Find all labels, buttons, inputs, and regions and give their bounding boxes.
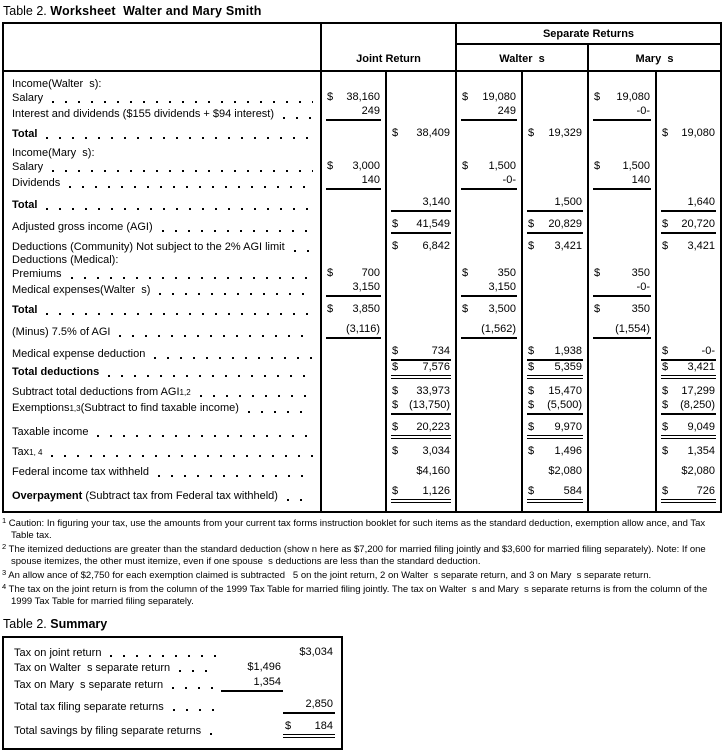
row-label-text: Subtract total deductions from AGI (12, 386, 180, 398)
value-cell (385, 240, 455, 254)
value-cell (385, 445, 455, 459)
value-cell (655, 465, 720, 479)
table-row (4, 160, 720, 174)
value-cell (655, 399, 720, 415)
value-cell (655, 345, 720, 361)
amount: $ 15,470 (528, 385, 582, 397)
amount: $ 3,421 (661, 361, 716, 379)
value-cell (521, 361, 587, 379)
separate-returns-header: Separate Returns (457, 24, 720, 45)
amount: $ 3,000 (327, 160, 380, 172)
row-label (4, 254, 320, 267)
table-row (4, 445, 720, 459)
row-label-text: Total tax filing separate returns (14, 701, 164, 713)
leader-dots (179, 670, 217, 672)
footnote-marker: 3 (2, 568, 7, 577)
row-label (14, 724, 221, 738)
value-cell (320, 160, 385, 174)
value-cell (521, 485, 587, 503)
amount: $4,160 (416, 465, 450, 477)
summary-table (2, 636, 343, 750)
amount: $ 584 (527, 485, 583, 503)
row-label-text: (Subtract to find taxable income) (80, 402, 239, 414)
row-label-text: Tax on Mary s separate return (14, 679, 164, 691)
leader-dots (159, 293, 313, 295)
value-cell (521, 218, 587, 234)
value-cell (587, 267, 655, 281)
value-cell (320, 323, 385, 339)
amount: $ 3,421 (528, 240, 582, 252)
leader-dots (110, 655, 217, 657)
amount: $ 9,049 (661, 421, 716, 439)
amount-right-column: $ 184 (283, 719, 335, 738)
row-label-text: (Minus) 7.5% of AGI (12, 326, 111, 338)
row-label (4, 177, 320, 190)
value-cell (385, 345, 455, 361)
column-divider (521, 72, 523, 511)
row-label-text: Federal income tax withheld (12, 466, 149, 478)
row-label-text: Total (12, 304, 38, 316)
joint-return-header: Joint Return (356, 53, 421, 65)
leader-dots (108, 375, 313, 377)
row-label (14, 661, 221, 675)
value-cell (320, 91, 385, 105)
row-label (14, 700, 221, 714)
amount: 3,150 (461, 281, 517, 297)
value-cell (655, 421, 720, 439)
amount: $ 1,354 (662, 445, 715, 457)
row-label-text: Salary (12, 161, 44, 173)
amount: $ 1,126 (391, 485, 451, 503)
amount: $ 350 (462, 267, 516, 279)
value-cell (320, 105, 385, 121)
value-cell (455, 303, 521, 317)
value-cell (385, 218, 455, 234)
value-cell (320, 174, 385, 190)
amount: $ -0- (661, 345, 716, 361)
amount: $ 19,080 (462, 91, 516, 103)
row-label (4, 268, 320, 281)
table-row (4, 465, 720, 479)
row-label: Subtract total deductions from AGI 1,2 (4, 386, 320, 399)
amount-right-column: 2,850 (283, 697, 335, 714)
amount: -0- (593, 105, 651, 121)
value-cell (521, 421, 587, 439)
amount: $ 38,160 (327, 91, 380, 103)
amount: $ (13,750) (391, 399, 451, 415)
value-cell (587, 105, 655, 121)
table-row (4, 281, 720, 297)
amount: $2,080 (548, 465, 582, 477)
row-label-text: Total savings by filing separate returns (14, 725, 202, 737)
leader-dots (158, 475, 313, 477)
table-row (4, 240, 720, 254)
table-row (4, 105, 720, 121)
amount: $ 33,973 (392, 385, 450, 397)
amount: $ 1,938 (527, 345, 583, 361)
footnote-marker: 2 (2, 542, 7, 551)
amount: $ 1,500 (594, 160, 650, 172)
leader-dots (200, 395, 313, 397)
leader-dots (294, 250, 313, 252)
value-cell (385, 361, 455, 379)
value-cell (521, 127, 587, 141)
summary-row (14, 697, 335, 714)
amount: -0- (593, 281, 651, 297)
amount-middle-column (221, 737, 283, 738)
value-cell (320, 281, 385, 297)
value-cell (521, 445, 587, 459)
footnote-marker: 4 (2, 582, 7, 591)
value-cell (655, 240, 720, 254)
amount-middle-column (221, 713, 283, 714)
row-label-text: Overpayment (12, 490, 83, 502)
amount: $ 1,496 (528, 445, 582, 457)
table-row (4, 345, 720, 361)
walter-column-header: Walter s (499, 52, 545, 65)
table-row (4, 267, 720, 281)
amount: $ (5,500) (527, 399, 583, 415)
value-cell (587, 323, 655, 339)
amount: $ 350 (594, 267, 650, 279)
table-row (4, 385, 720, 399)
table-row (4, 361, 720, 379)
footnote: $^3$ An allow ance of $2,750 for each exemption claimed is subtracted 5 on the joint return, 2 on Walter s separate return, and 3 on Mary s separate return. (2, 568, 652, 581)
value-cell (587, 174, 655, 190)
amount: $2,080 (681, 465, 715, 477)
amount: $ 19,080 (594, 91, 650, 103)
table-row (4, 485, 720, 503)
row-label: Tax 1, 4 (4, 446, 320, 459)
leader-dots (52, 170, 313, 172)
amount-right-column (283, 691, 335, 692)
row-label (4, 490, 320, 503)
leader-dots (46, 137, 313, 139)
table-row (4, 174, 720, 190)
amount: 140 (326, 174, 381, 190)
leader-dots (172, 687, 217, 689)
value-cell (455, 281, 521, 297)
summary-row (14, 645, 335, 660)
amount: 249 (461, 105, 517, 121)
row-label-text: Dividends (12, 177, 61, 189)
value-cell (587, 303, 655, 317)
value-cell (385, 385, 455, 399)
row-label-text: Exemptions (12, 402, 70, 414)
row-label-text: Salary (12, 92, 44, 104)
row-label (4, 161, 320, 174)
row-label (4, 284, 320, 297)
amount-right-column (283, 674, 335, 675)
row-label-text: Income(Mary s): (12, 147, 95, 159)
leader-dots (46, 313, 313, 315)
amount: $ 20,223 (391, 421, 451, 439)
leader-dots (51, 455, 313, 457)
footnote: $^4$ The tax on the joint return is from the column of the 1999 Tax Table for married filing jointly. The tax on Walter s and Mary s separate returns is from the column of the 1999 Tax Table for married filing separately. (2, 582, 710, 607)
table-row (4, 399, 720, 415)
row-label (4, 78, 320, 91)
amount: -0- (461, 174, 517, 190)
row-label-text: Premiums (12, 268, 62, 280)
value-cell (385, 485, 455, 503)
amount-right-column: $3,034 (299, 646, 333, 658)
value-cell (385, 421, 455, 439)
amount: $ 41,549 (391, 218, 451, 234)
leader-dots (154, 357, 313, 359)
row-label (4, 241, 320, 254)
row-label-text: Deductions (Medical): (12, 254, 119, 266)
amount: $ 3,421 (662, 240, 715, 252)
value-cell (587, 91, 655, 105)
value-cell (320, 303, 385, 317)
row-label-text: Interest and dividends ($155 dividends + $94 interest) (12, 108, 275, 120)
amount: $ 700 (327, 267, 380, 279)
amount: $ 6,842 (392, 240, 450, 252)
row-label (4, 348, 320, 361)
footnotes (2, 518, 723, 608)
value-cell (655, 127, 720, 141)
amount: (3,116) (326, 323, 381, 339)
row-label (14, 678, 221, 692)
row-label (4, 108, 320, 121)
amount: 3,140 (391, 196, 451, 212)
value-cell (521, 385, 587, 399)
column-divider (587, 72, 589, 511)
amount: $ 5,359 (527, 361, 583, 379)
row-label (4, 466, 320, 479)
amount: $ 3,034 (392, 445, 450, 457)
leader-dots (248, 411, 313, 413)
value-cell (385, 465, 455, 479)
leader-dots (97, 435, 313, 437)
amount: $ 9,970 (527, 421, 583, 439)
table-row (4, 196, 720, 212)
row-label-text: Medical expenses(Walter s) (12, 284, 151, 296)
table-row (4, 323, 720, 339)
table-row (4, 218, 720, 234)
table-row (4, 78, 720, 91)
row-label (4, 304, 320, 317)
table-number-label: Table 2. (3, 617, 47, 631)
row-label (4, 426, 320, 439)
amount: $ 1,500 (462, 160, 516, 172)
row-label-text: Total deductions (12, 366, 100, 378)
leader-dots (283, 117, 313, 119)
leader-dots (69, 186, 313, 188)
row-label-text: Tax on joint return (14, 647, 102, 659)
amount: 140 (593, 174, 651, 190)
row-label (14, 646, 221, 660)
row-label-text: Taxable income (12, 426, 89, 438)
column-divider (655, 72, 657, 511)
value-cell (587, 160, 655, 174)
row-label-text: Total (12, 128, 38, 140)
amount-middle-column: $1,496 (247, 661, 281, 673)
leader-dots (71, 277, 313, 279)
row-label (4, 199, 320, 212)
amount: $ 17,299 (662, 385, 715, 397)
row-label (4, 221, 320, 234)
value-cell (521, 345, 587, 361)
amount: $ 38,409 (392, 127, 450, 139)
row-label (4, 326, 320, 339)
value-cell (655, 485, 720, 503)
leader-dots (52, 101, 313, 103)
row-label (4, 92, 320, 105)
footnote: $^2$ The itemized deductions are greater than the standard deduction (show n here as $7,200 for married filing jointly and $3,600 for married filing separately). Note: If one spouse itemizes, the other must itemize, even if one spouse s deductions are less than the standard deduction. (2, 542, 709, 567)
mary-column-header: Mary s (635, 52, 674, 65)
summary-table-title (3, 617, 723, 631)
row-label (4, 366, 320, 379)
amount: $ 20,720 (661, 218, 716, 234)
value-cell (455, 323, 521, 339)
amount-middle-column: 1,354 (221, 675, 283, 692)
row-label: Exemptions 1,3 (Subtract to find taxable income) (4, 402, 320, 415)
footnote: $^1$ Caution: In figuring your tax, use the amounts from your current tax forms instruction booklet for such items as the standard deduction, exemption allow ance, and Tax Table tax. (2, 516, 708, 541)
value-cell (320, 267, 385, 281)
worksheet-table (2, 22, 722, 513)
amount: 3,150 (326, 281, 381, 297)
row-label-text: Tax (12, 446, 30, 458)
amount: $ 734 (391, 345, 451, 361)
amount: 1,500 (527, 196, 583, 212)
row-label-text: (Subtract tax from Federal tax withheld) (82, 490, 278, 502)
summary-row (14, 660, 335, 675)
leader-dots (162, 230, 313, 232)
leader-dots (119, 335, 313, 337)
row-label-text: Total (12, 199, 38, 211)
value-cell (521, 465, 587, 479)
amount: 1,640 (661, 196, 716, 212)
value-cell (655, 218, 720, 234)
amount: (1,562) (461, 323, 517, 339)
amount: $ 3,850 (327, 303, 380, 315)
column-divider (320, 72, 322, 511)
value-cell (385, 196, 455, 212)
value-cell (587, 281, 655, 297)
row-label-text: Income(Walter s): (12, 78, 102, 90)
amount: $ 20,829 (527, 218, 583, 234)
amount: (1,554) (593, 323, 651, 339)
value-cell (385, 399, 455, 415)
row-label-text: Tax on Walter s separate return (14, 662, 171, 674)
worksheet-header (4, 24, 720, 72)
value-cell (521, 399, 587, 415)
footnote-marker: 1 (2, 516, 7, 525)
value-cell (455, 160, 521, 174)
table-row (4, 147, 720, 160)
amount: $ 19,329 (528, 127, 582, 139)
table-row (4, 421, 720, 439)
amount: $ 350 (594, 303, 650, 315)
amount: $ 19,080 (662, 127, 715, 139)
row-label (4, 128, 320, 141)
amount: $ 3,500 (462, 303, 516, 315)
row-label-text: Adjusted gross income (AGI) (12, 221, 153, 233)
table-row (4, 254, 720, 267)
value-cell (655, 361, 720, 379)
row-label-text: Medical expense deduction (12, 348, 146, 360)
value-cell (455, 105, 521, 121)
value-cell (521, 240, 587, 254)
amount: $ 726 (661, 485, 716, 503)
summary-title-text: Summary (50, 617, 108, 631)
value-cell (521, 196, 587, 212)
value-cell (385, 127, 455, 141)
amount: $ 7,576 (391, 361, 451, 379)
worksheet-title-text: Worksheet Walter and Mary Smith (50, 4, 262, 18)
table-row (4, 303, 720, 317)
summary-row (14, 675, 335, 692)
amount: 249 (326, 105, 381, 121)
column-divider (455, 72, 457, 511)
leader-dots (210, 733, 217, 735)
value-cell (655, 385, 720, 399)
table-number-label: Table 2. (3, 4, 47, 18)
worksheet-table-title (3, 4, 723, 18)
column-divider (385, 72, 387, 511)
table-row (4, 91, 720, 105)
amount: $ (8,250) (661, 399, 716, 415)
value-cell (455, 267, 521, 281)
value-cell (655, 445, 720, 459)
worksheet-body (4, 72, 720, 511)
row-label-text: Deductions (Community) Not subject to the 2% AGI limit (12, 241, 285, 253)
leader-dots (173, 709, 217, 711)
value-cell (455, 91, 521, 105)
table-row (4, 127, 720, 141)
leader-dots (46, 208, 313, 210)
value-cell (455, 174, 521, 190)
summary-row (14, 719, 335, 738)
value-cell (655, 196, 720, 212)
leader-dots (287, 499, 313, 501)
row-label (4, 147, 320, 160)
